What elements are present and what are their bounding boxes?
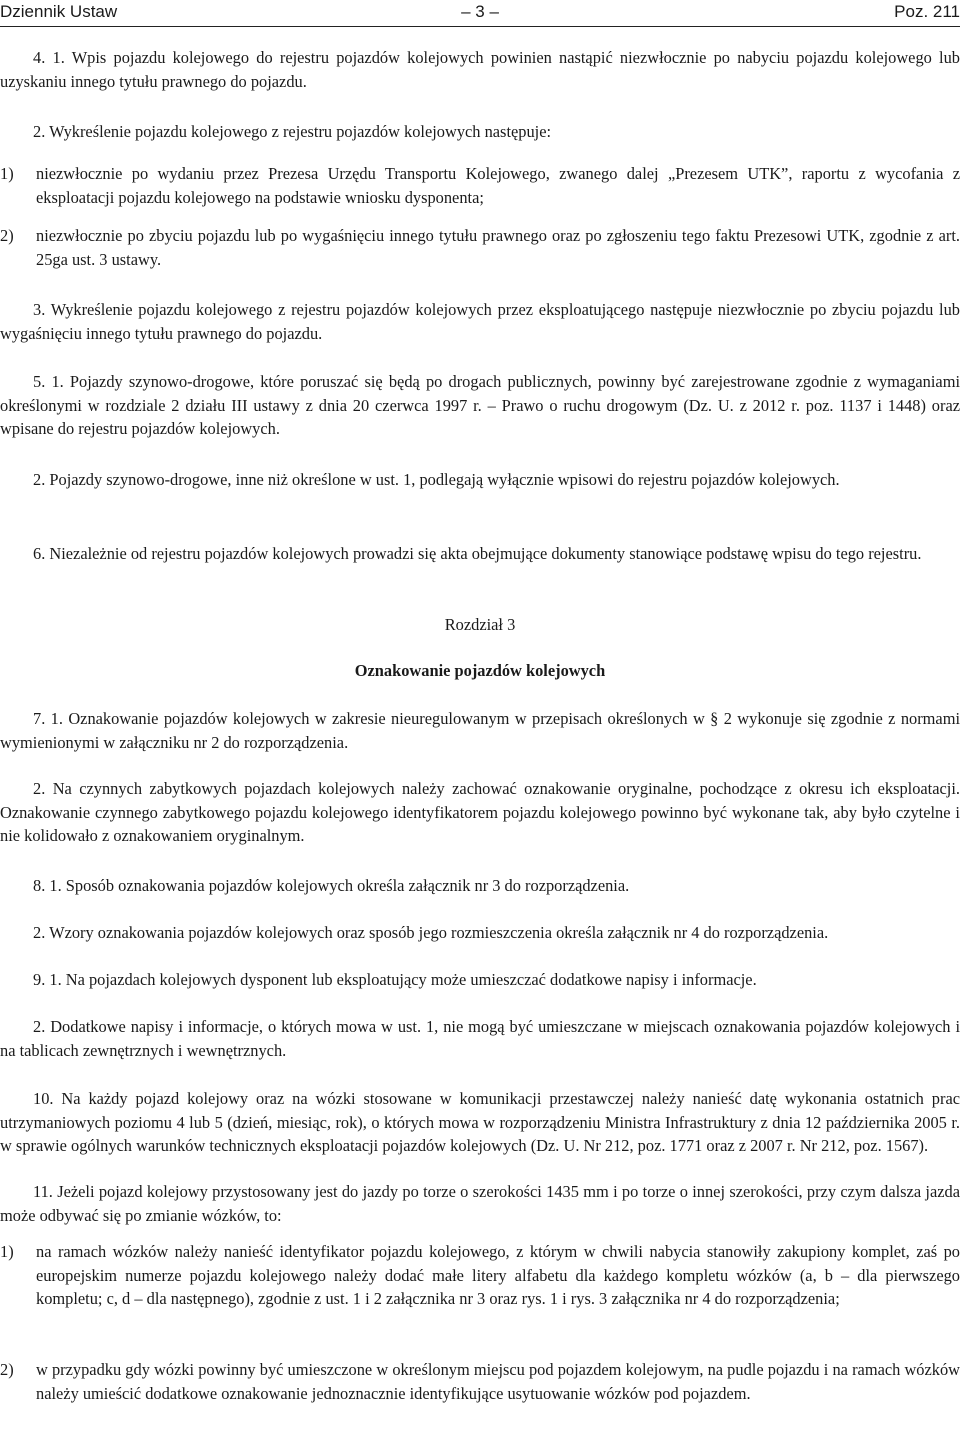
page-header: [0, 0, 960, 27]
list-item-number: 2): [0, 226, 14, 245]
paragraph-4-1: 4. 1. Wpis pojazdu kolejowego do rejestru pojazdów kolejowych powinien nastąpić niezwłocznie po nabyciu pojazdu kolejowego lub uzyskaniu innego tytułu prawnego do pojazdu.: [0, 48, 960, 91]
chapter-number: Rozdział 3: [444, 615, 516, 634]
paragraph-4-3: 3. Wykreślenie pojazdu kolejowego z rejestru pojazdów kolejowych przez eksploatującego następuje niezwłocznie po zbyciu pojazdu lub wygaśnięciu innego tytułu prawnego do pojazdu.: [0, 300, 960, 343]
paragraph-5-2: 2. Pojazdy szynowo-drogowe, inne niż określone w ust. 1, podlegają wyłącznie wpisowi do rejestru pojazdów kolejowych.: [33, 470, 840, 489]
list-item-number: 1): [0, 164, 14, 183]
paragraph-9-2: 2. Dodatkowe napisy i informacje, o których mowa w ust. 1, nie mogą być umieszczane w miejscach oznakowania pojazdów kolejowych i na tablicach zewnętrznych i wewnętrznych.: [0, 1017, 960, 1060]
paragraph-11: 11. Jeżeli pojazd kolejowy przystosowany jest do jazdy po torze o szerokości 1435 mm i po torze o innej szerokości, przy czym dalsza jazda może odbywać się po zmianie wózków, to:: [0, 1182, 960, 1225]
chapter-title: Oznakowanie pojazdów kolejowych: [354, 661, 606, 680]
position-number: Poz. 211: [894, 2, 960, 21]
list-item-number: 2): [0, 1360, 14, 1379]
paragraph-8-1: 8. 1. Sposób oznakowania pojazdów kolejowych określa załącznik nr 3 do rozporządzenia.: [33, 876, 630, 895]
list-item: [0, 1240, 960, 1311]
list-item-number: 1): [0, 1242, 14, 1261]
paragraph-8-2: 2. Wzory oznakowania pojazdów kolejowych oraz sposób jego rozmieszczenia określa załącznik nr 4 do rozporządzenia.: [33, 923, 829, 942]
list-item-text: w przypadku gdy wózki powinny być umieszczone w określonym miejscu pod pojazdem kolejowym, na pudle pojazdu i na ramach wózków należy umieścić dodatkowe oznakowanie jednoznacznie identyfikujące usytuowanie wózków pod pojazdem.: [36, 1360, 960, 1403]
journal-title: Dziennik Ustaw: [0, 2, 118, 21]
paragraph-4-2: 2. Wykreślenie pojazdu kolejowego z rejestru pojazdów kolejowych następuje:: [33, 122, 552, 141]
list-item: [0, 224, 960, 271]
paragraph-5-1: 5. 1. Pojazdy szynowo-drogowe, które poruszać się będą po drogach publicznych, powinny być zarejestrowane zgodnie z wymaganiami określonymi w rozdziale 2 działu III ustawy z dnia 20 czerwca 1997 r. – Prawo o ruchu drogowym (Dz. U. z 2012 r. poz. 1137 i 1448) oraz wpisane do rejestru pojazdów kolejowych.: [0, 372, 960, 438]
paragraph-10: 10. Na każdy pojazd kolejowy oraz na wózki stosowane w komunikacji przestawczej należy nanieść datę wykonania ostatnich prac utrzymaniowych poziomu 4 lub 5 (dzień, miesiąc, rok), o których mowa w rozporządzeniu Ministra Infrastruktury z dnia 12 października 2005 r. w sprawie ogólnych warunków technicznych eksploatacji pojazdów kolejowych (Dz. U. Nr 212, poz. 1771 oraz z 2007 r. Nr 212, poz. 1567).: [0, 1089, 960, 1155]
list-item: [0, 162, 960, 209]
paragraph-9-1: 9. 1. Na pojazdach kolejowych dysponent lub eksploatujący może umieszczać dodatkowe napisy i informacje.: [33, 970, 757, 989]
list-item-text: na ramach wózków należy nanieść identyfikator pojazdu kolejowego, z którym w chwili nabycia stanowiły zakupiony komplet, zaś po europejskim numerze pojazdu kolejowego należy dodać małe litery alfabetu dla każdego kompletu wózków (a, b – dla pierwszego kompletu; c, d – dla następnego), zgodnie z ust. 1 i 2 załącznika nr 3 oraz rys. 1 i rys. 3 załącznika nr 4 do rozporządzenia;: [36, 1242, 960, 1308]
paragraph-7-2: 2. Na czynnych zabytkowych pojazdach kolejowych należy zachować oznakowanie oryginalne, pochodzące z okresu ich eksploatacji. Oznakowanie czynnego zabytkowego pojazdu kolejowego identyfikatorem pojazdu kolejowego powinno być wykonane tak, aby było czytelne i nie kolidowało z oznakowaniem oryginalnym.: [0, 779, 960, 845]
paragraph-7-1: 7. 1. Oznakowanie pojazdów kolejowych w zakresie nieuregulowanym w przepisach określonych w § 2 wykonuje się zgodnie z normami wymienionymi w załączniku nr 2 do rozporządzenia.: [0, 709, 960, 752]
paragraph-6: 6. Niezależnie od rejestru pojazdów kolejowych prowadzi się akta obejmujące dokumenty stanowiące podstawę wpisu do tego rejestru.: [33, 544, 922, 563]
list-item-text: niezwłocznie po zbyciu pojazdu lub po wygaśnięciu innego tytułu prawnego oraz po zgłoszeniu tego faktu Prezesowi UTK, zgodnie z art. 25ga ust. 3 ustawy.: [36, 226, 960, 269]
list-item: [0, 1358, 960, 1405]
page-number: – 3 –: [461, 2, 499, 21]
list-item-text: niezwłocznie po wydaniu przez Prezesa Urzędu Transportu Kolejowego, zwanego dalej „Prezesem UTK”, raportu z wycofania z eksploatacji pojazdu kolejowego na podstawie wniosku dysponenta;: [36, 164, 960, 207]
